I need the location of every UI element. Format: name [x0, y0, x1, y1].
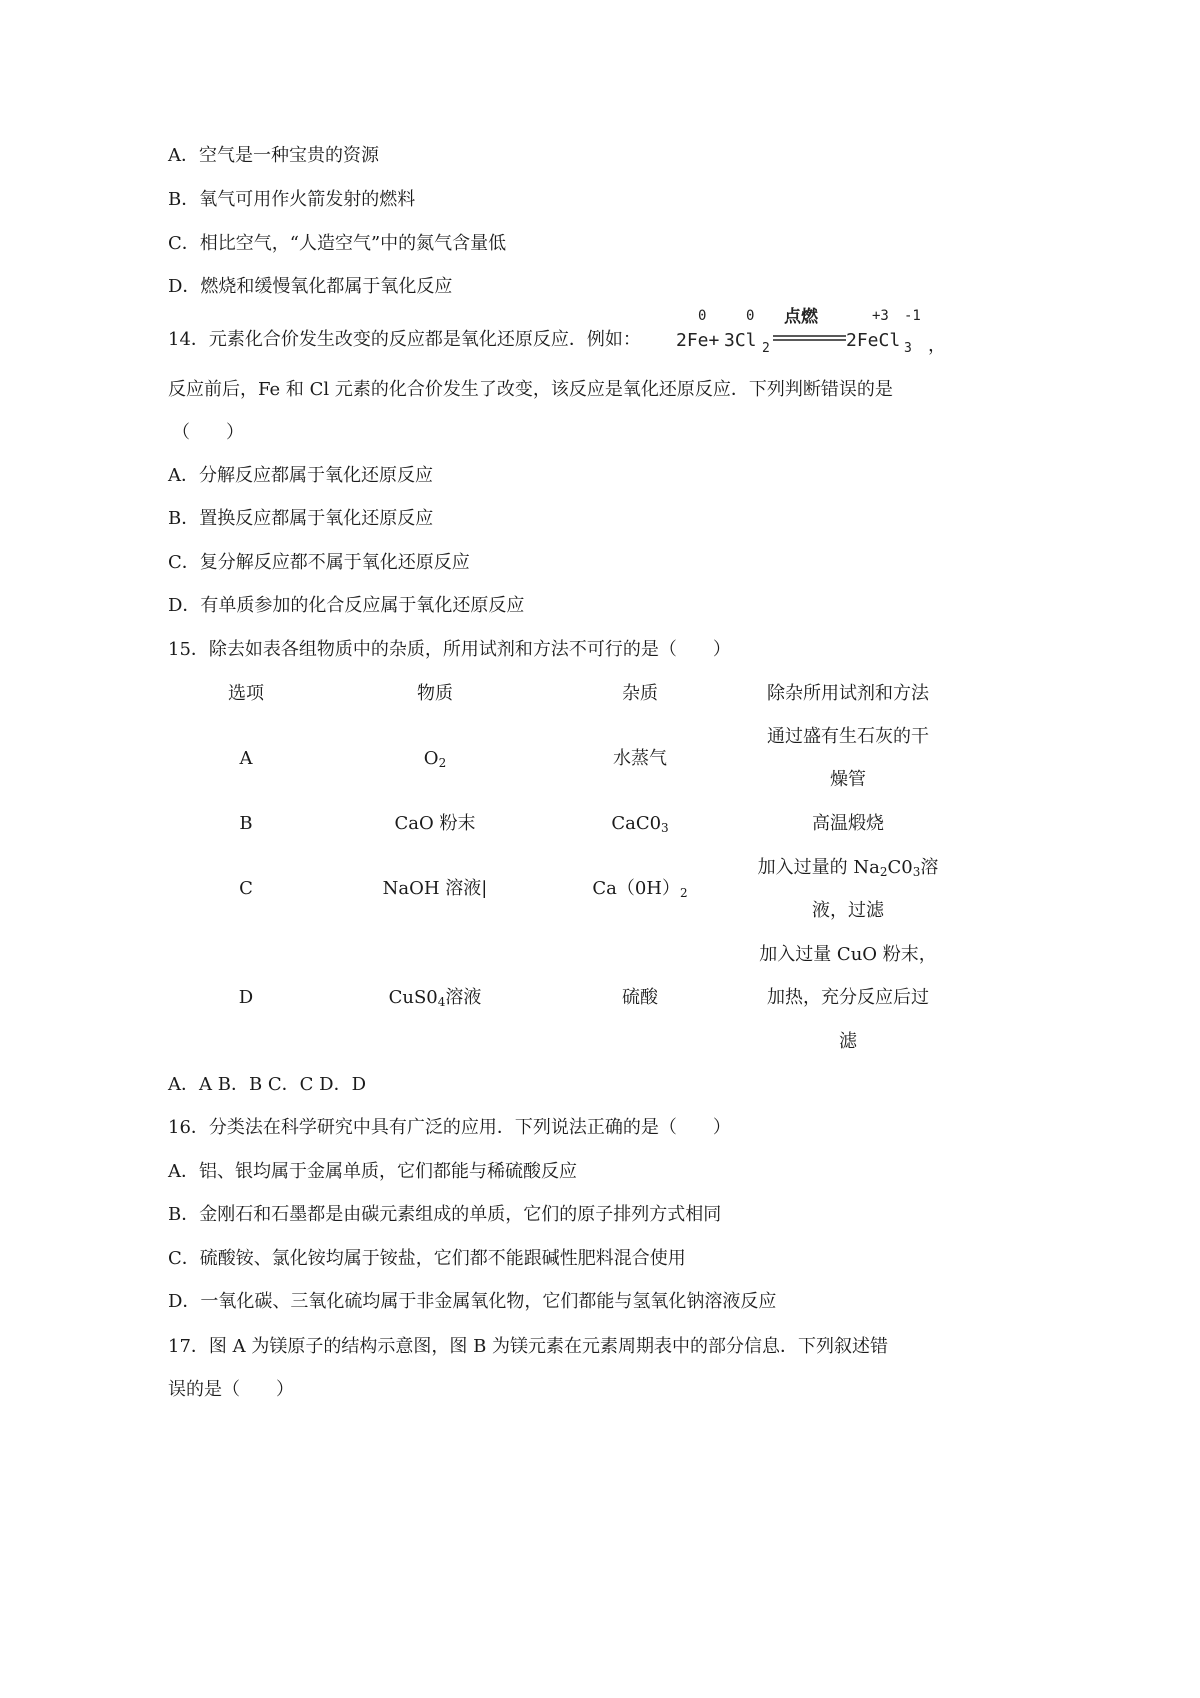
- valence-fe: 0: [698, 308, 707, 324]
- row-b-substance: CaO 粉末: [394, 813, 476, 834]
- q13-option-d: D．燃烧和缓慢氧化都属于氧化反应: [168, 276, 453, 297]
- row-a-substance: $O_2$: [423, 748, 447, 770]
- row-a-impurity: 水蒸气: [613, 748, 667, 769]
- q15-answer-options: A．A B．B C．C D．D: [168, 1074, 367, 1095]
- q16-option-a: A．铝、银均属于金属单质，它们都能与稀硫酸反应: [168, 1161, 577, 1182]
- table-header-substance: 物质: [417, 683, 453, 704]
- q14-stem-comma: ，: [928, 335, 946, 356]
- q15-stem: 15．除去如表各组物质中的杂质，所用试剂和方法不可行的是（ ）: [168, 639, 731, 660]
- row-d-method-line3: 滤: [839, 1031, 857, 1052]
- product-subscript: 3: [904, 341, 912, 356]
- q14-option-c: C．复分解反应都不属于氧化还原反应: [168, 552, 470, 573]
- row-d-substance: $CuS0_4$溶液: [388, 987, 482, 1009]
- q17-stem-line2: 误的是（ ）: [168, 1379, 294, 1400]
- table-header-impurity: 杂质: [622, 683, 658, 704]
- q14-option-a: A．分解反应都属于氧化还原反应: [168, 465, 433, 486]
- row-d-impurity: 硫酸: [622, 987, 658, 1008]
- q14-equation: [676, 306, 926, 362]
- reactant-2: 3Cl: [724, 330, 757, 351]
- valence-fe-product: +3: [872, 308, 889, 324]
- row-a-method-line1: 通过盛有生石灰的干: [767, 726, 929, 747]
- row-b-option: B: [239, 813, 253, 834]
- row-b-method: 高温煅烧: [812, 813, 884, 834]
- q13-option-b: B．氧气可用作火箭发射的燃料: [168, 189, 416, 210]
- q14-stem-line1: [168, 328, 641, 352]
- row-c-method-line2: 液，过滤: [812, 900, 884, 921]
- row-a-method-line2: 燥管: [830, 769, 866, 790]
- q14-stem-text: 14．元素化合价发生改变的反应都是氧化还原反应．例如：: [168, 329, 641, 350]
- q17-stem-line1: 17．图 A 为镁原子的结构示意图，图 B 为镁元素在元素周期表中的部分信息．下列叙述错: [168, 1336, 889, 1357]
- q16-option-d: D．一氧化碳、三氧化硫均属于非金属氧化物，它们都能与氢氧化钠溶液反应: [168, 1291, 777, 1312]
- table-header-option: 选项: [228, 683, 264, 704]
- row-c-option: C: [239, 878, 253, 899]
- row-d-method-line2: 加热，充分反应后过: [767, 987, 929, 1008]
- product: 2FeCl: [846, 330, 901, 351]
- q14-stem-line2: 反应前后，Fe 和 Cl 元素的化合价发生了改变，该反应是氧化还原反应．下列判断错误的是: [168, 379, 893, 400]
- row-c-substance: NaOH 溶液|: [382, 878, 488, 899]
- q16-stem: 16．分类法在科学研究中具有广泛的应用．下列说法正确的是（ ）: [168, 1117, 731, 1138]
- row-d-method-line1: 加入过量 CuO 粉末，: [759, 944, 937, 965]
- row-d-option: D: [238, 987, 254, 1008]
- row-c-method-line1: 加入过量的 $Na_2C0_3$溶: [757, 857, 939, 879]
- q16-option-c: C．硫酸铵、氯化铵均属于铵盐，它们都不能跟碱性肥料混合使用: [168, 1248, 686, 1269]
- q14-answer-bracket: （ ）: [172, 422, 244, 443]
- q13-option-c: C．相比空气，“人造空气”中的氮气含量低: [168, 233, 507, 254]
- row-c-impurity: $Ca(0H)_2$: [592, 878, 688, 900]
- q13-option-a: A．空气是一种宝贵的资源: [168, 145, 379, 166]
- condition-label: 点燃: [784, 307, 818, 327]
- table-header-method: 除杂所用试剂和方法: [767, 683, 929, 704]
- reactant-2-subscript: 2: [762, 341, 770, 356]
- row-b-impurity: $CaC0_3$: [611, 813, 669, 835]
- valence-cl: 0: [746, 308, 755, 324]
- q14-option-d: D．有单质参加的化合反应属于氧化还原反应: [168, 595, 525, 616]
- reactant-1: 2Fe+: [676, 330, 720, 351]
- q14-option-b: B．置换反应都属于氧化还原反应: [168, 508, 434, 529]
- q16-option-b: B．金刚石和石墨都是由碳元素组成的单质，它们的原子排列方式相同: [168, 1204, 722, 1225]
- valence-cl-product: -1: [904, 308, 921, 324]
- row-a-option: A: [239, 748, 253, 769]
